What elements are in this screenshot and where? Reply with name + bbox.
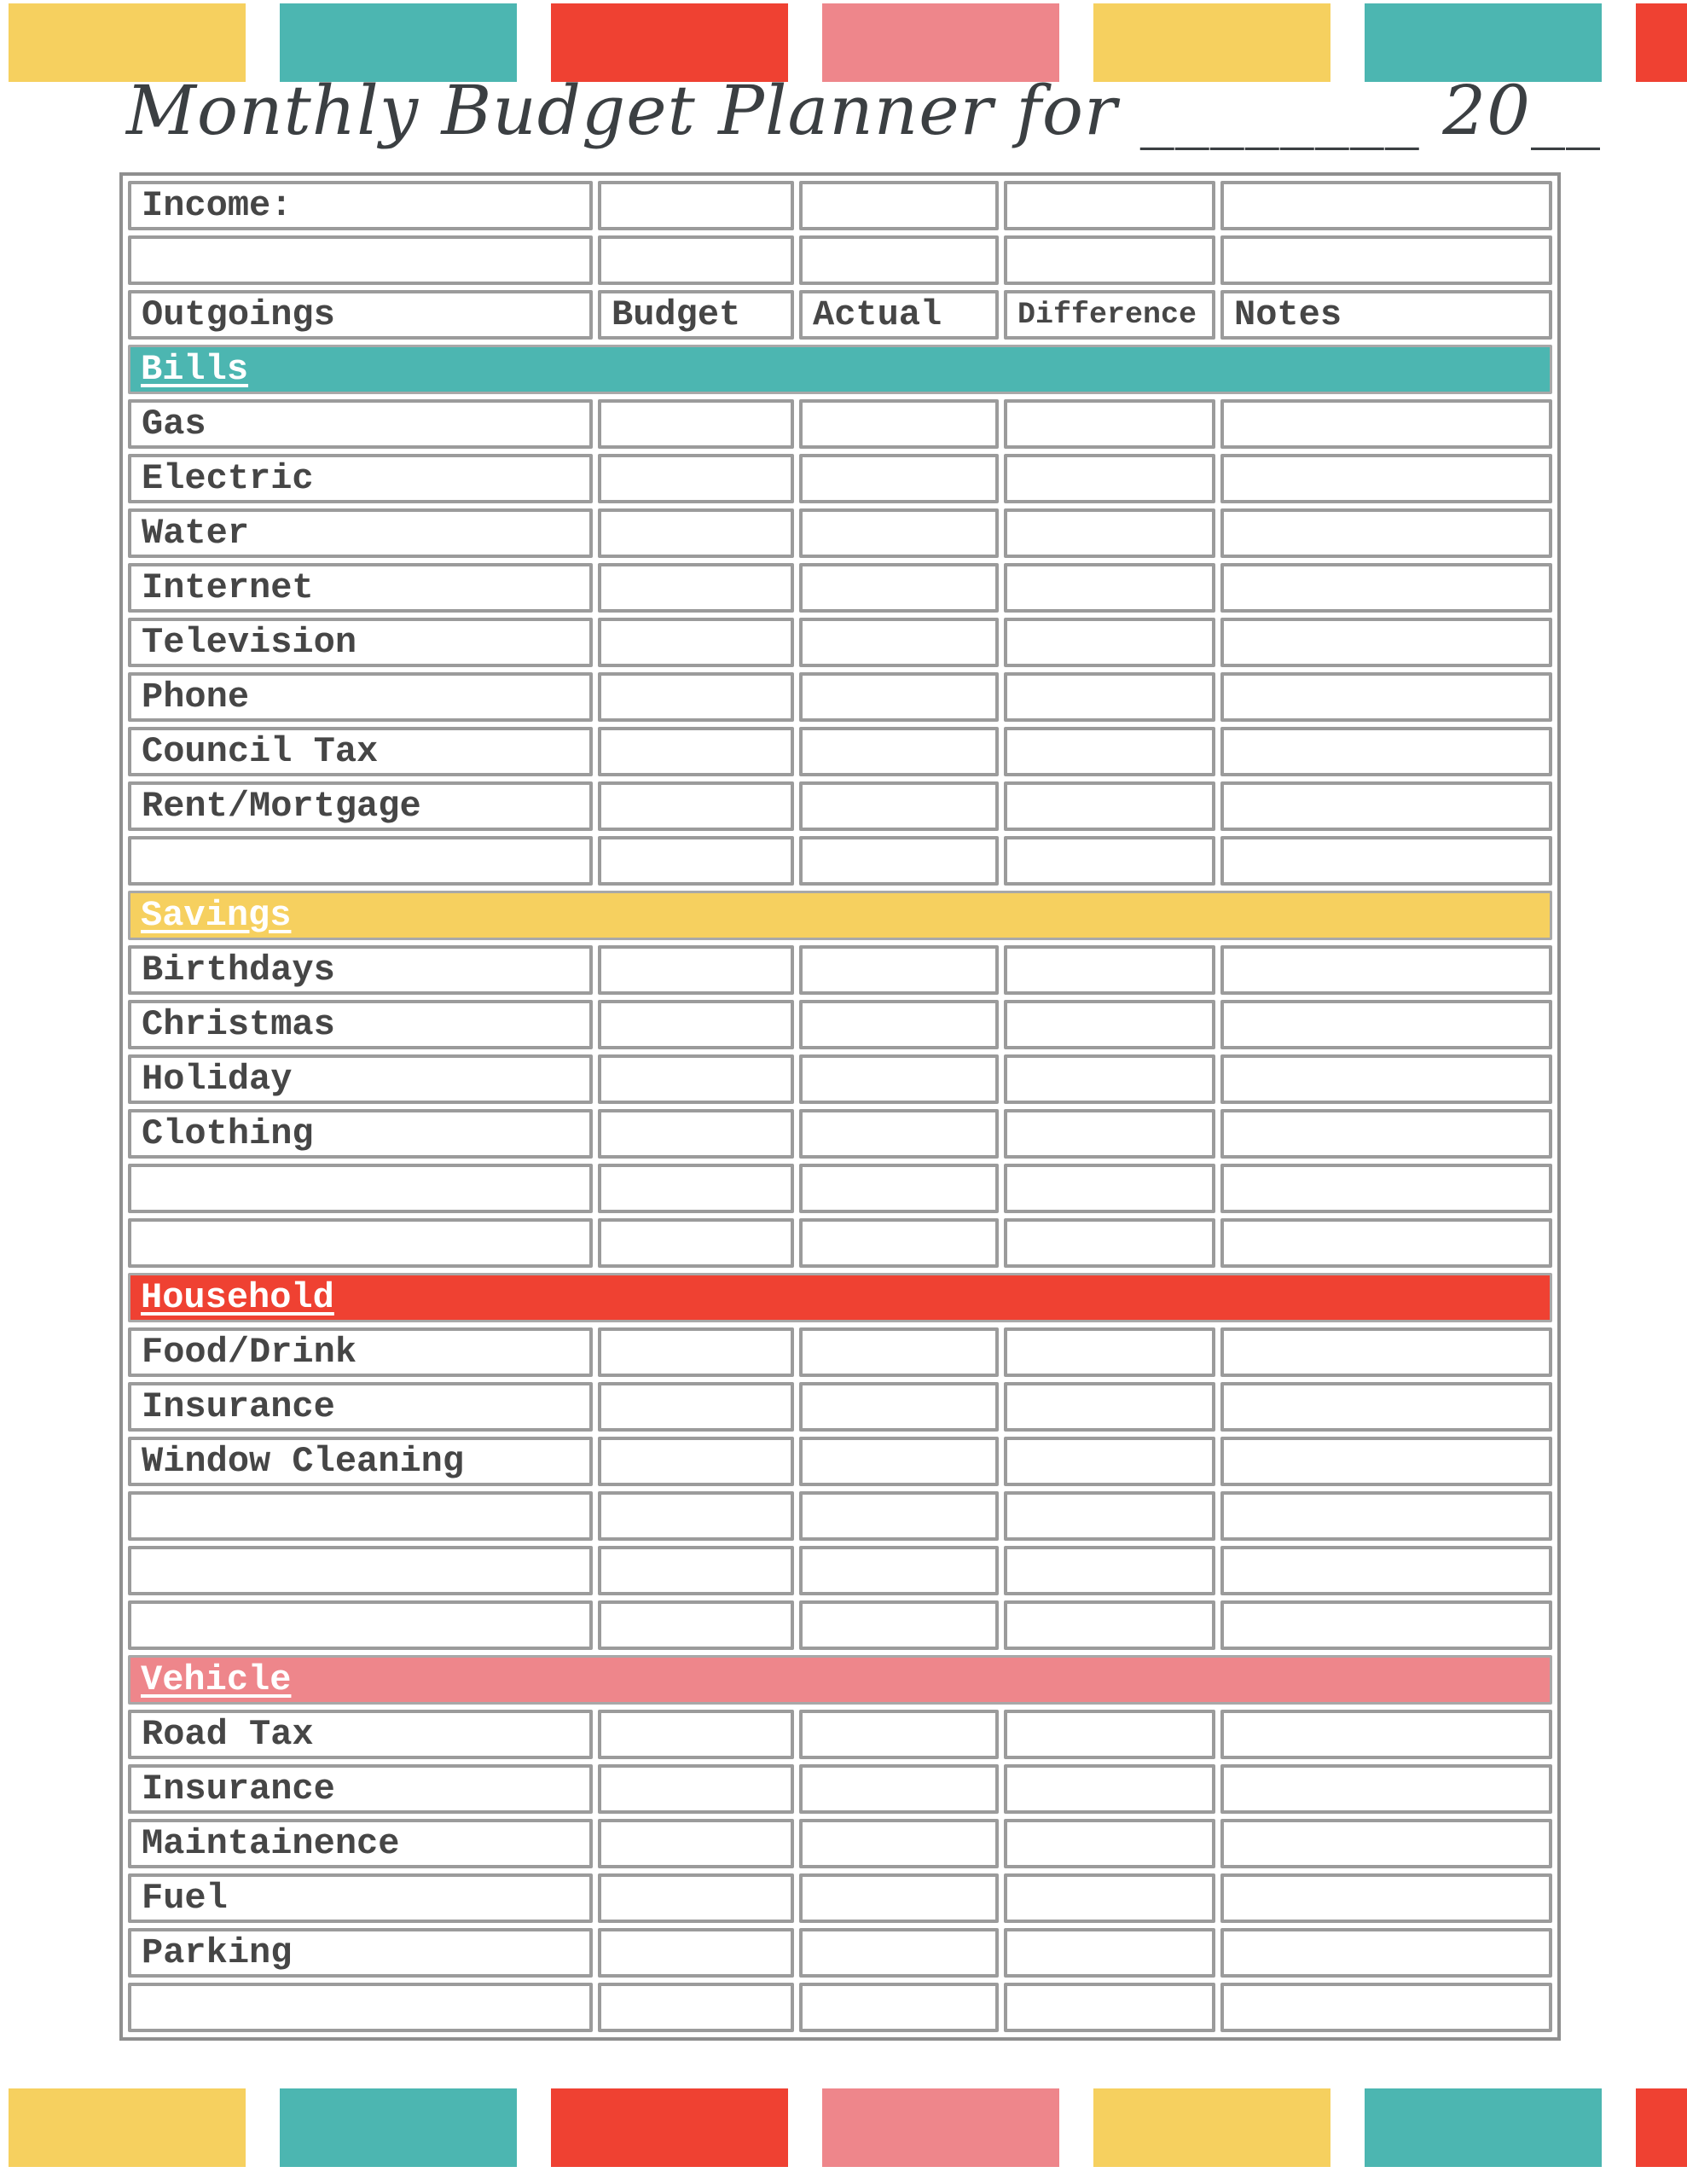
value-cell [1004,1491,1215,1541]
value-cell [1004,1164,1215,1213]
value-cell [598,399,794,449]
value-cell [128,1218,593,1268]
budget-table [119,172,1561,2041]
blank-row [128,1546,1552,1595]
value-cell [1004,1000,1215,1049]
row-label-cell: Parking [128,1928,593,1978]
value-cell [128,235,593,285]
value-cell [799,1983,999,2032]
value-cell [1004,508,1215,558]
row-label-cell: Clothing [128,1109,593,1159]
section-label-bills: Bills [128,345,1552,394]
row-label-cell: Phone [128,672,593,722]
value-cell [1220,727,1552,776]
blank-row [128,1218,1552,1268]
value-cell [128,1983,593,2032]
value-cell [1220,1218,1552,1268]
value-cell [598,618,794,667]
value-cell [128,1491,593,1541]
value-cell [1004,1873,1215,1923]
row-label-cell: Television [128,618,593,667]
row-label-cell: Rent/Mortgage [128,781,593,831]
row-label-cell: Road Tax [128,1710,593,1759]
value-cell [598,1600,794,1650]
value-cell [1004,1382,1215,1432]
value-cell [598,235,794,285]
item-row [128,399,1552,449]
item-row [128,1710,1552,1759]
value-cell [598,727,794,776]
value-cell [1220,508,1552,558]
item-row [128,454,1552,503]
item-row [128,945,1552,995]
value-cell [1220,1983,1552,2032]
item-row [128,508,1552,558]
value-cell [799,563,999,613]
column-header-notes: Notes [1220,290,1552,340]
item-row [128,618,1552,667]
income-label-cell: Income: [128,181,593,230]
value-cell [598,1983,794,2032]
blank-row [128,1164,1552,1213]
section-label-savings: Savings [128,891,1552,940]
section-bar-bills [128,345,1552,394]
yellow-border-block [1093,2088,1330,2167]
value-cell [1004,1437,1215,1486]
row-label-cell: Food/Drink [128,1327,593,1377]
value-cell [1004,836,1215,886]
blank-row [128,235,1552,285]
value-cell [799,1546,999,1595]
value-cell [1004,1054,1215,1104]
value-cell [799,1164,999,1213]
teal-border-block [280,2088,517,2167]
value-cell [1220,399,1552,449]
value-cell [1220,672,1552,722]
row-label-cell: Council Tax [128,727,593,776]
value-cell [1220,1710,1552,1759]
value-cell [1220,181,1552,230]
value-cell [598,1437,794,1486]
value-cell [598,1327,794,1377]
value-cell [799,836,999,886]
value-cell [598,1764,794,1814]
item-row [128,1000,1552,1049]
value-cell [799,1710,999,1759]
item-row [128,1327,1552,1377]
value-cell [598,1164,794,1213]
value-cell [1004,563,1215,613]
row-label-cell: Water [128,508,593,558]
row-label-cell: Fuel [128,1873,593,1923]
value-cell [598,1491,794,1541]
item-row [128,727,1552,776]
row-label-cell: Electric [128,454,593,503]
row-label-cell: Insurance [128,1764,593,1814]
section-label-vehicle: Vehicle [128,1655,1552,1705]
row-label-cell: Window Cleaning [128,1437,593,1486]
value-cell [799,1109,999,1159]
value-cell [799,781,999,831]
value-cell [1004,945,1215,995]
budget-table-body [128,181,1552,2032]
value-cell [1004,454,1215,503]
value-cell [1004,1600,1215,1650]
value-cell [598,1710,794,1759]
column-header-actual: Actual [799,290,999,340]
value-cell [799,1054,999,1104]
value-cell [799,1873,999,1923]
value-cell [1004,1546,1215,1595]
value-cell [598,1819,794,1868]
value-cell [128,1546,593,1595]
item-row [128,1873,1552,1923]
value-cell [598,836,794,886]
value-cell [799,1218,999,1268]
value-cell [1004,1109,1215,1159]
value-cell [799,399,999,449]
section-label-household: Household [128,1273,1552,1322]
value-cell [1220,836,1552,886]
red-border-block [1636,3,1687,82]
value-cell [799,454,999,503]
value-cell [598,1382,794,1432]
value-cell [1004,1928,1215,1978]
row-label-cell: Birthdays [128,945,593,995]
value-cell [598,1546,794,1595]
value-cell [1220,1600,1552,1650]
value-cell [598,781,794,831]
value-cell [799,1327,999,1377]
value-cell [799,1600,999,1650]
value-cell [799,1491,999,1541]
item-row [128,1437,1552,1486]
row-label-cell: Maintainence [128,1819,593,1868]
value-cell [598,1000,794,1049]
value-cell [1220,945,1552,995]
value-cell [1220,1764,1552,1814]
item-row [128,672,1552,722]
page-title: Monthly Budget Planner for ________ 20__ [126,71,1601,150]
value-cell [1004,399,1215,449]
value-cell [598,1873,794,1923]
value-cell [1220,1437,1552,1486]
blank-row [128,1983,1552,2032]
value-cell [799,181,999,230]
value-cell [598,508,794,558]
item-row [128,1054,1552,1104]
value-cell [1004,672,1215,722]
value-cell [128,1600,593,1650]
value-cell [1004,1764,1215,1814]
value-cell [1220,1164,1552,1213]
section-bar-vehicle [128,1655,1552,1705]
value-cell [598,1054,794,1104]
value-cell [598,563,794,613]
value-cell [799,618,999,667]
row-label-cell: Insurance [128,1382,593,1432]
item-row [128,1928,1552,1978]
value-cell [598,1109,794,1159]
column-header-row [128,290,1552,340]
item-row [128,781,1552,831]
value-cell [1004,1327,1215,1377]
value-cell [1004,1819,1215,1868]
pink-border-block [822,2088,1059,2167]
value-cell [1220,235,1552,285]
income-row [128,181,1552,230]
value-cell [128,836,593,886]
value-cell [1220,1928,1552,1978]
value-cell [598,945,794,995]
value-cell [1220,563,1552,613]
column-header-outgoings: Outgoings [128,290,593,340]
value-cell [1004,235,1215,285]
teal-border-block [1365,2088,1602,2167]
value-cell [799,945,999,995]
value-cell [598,1218,794,1268]
blank-row [128,836,1552,886]
value-cell [1220,1819,1552,1868]
blank-row [128,1600,1552,1650]
value-cell [799,508,999,558]
item-row [128,1819,1552,1868]
value-cell [598,454,794,503]
row-label-cell: Internet [128,563,593,613]
value-cell [1220,781,1552,831]
value-cell [1220,1382,1552,1432]
value-cell [1004,1218,1215,1268]
value-cell [1004,181,1215,230]
section-bar-household [128,1273,1552,1322]
value-cell [1220,1546,1552,1595]
value-cell [1004,727,1215,776]
value-cell [1220,1000,1552,1049]
value-cell [598,181,794,230]
row-label-cell: Holiday [128,1054,593,1104]
item-row [128,1109,1552,1159]
value-cell [799,1437,999,1486]
value-cell [1220,454,1552,503]
blank-row [128,1491,1552,1541]
value-cell [1220,1327,1552,1377]
value-cell [1004,1983,1215,2032]
value-cell [799,1764,999,1814]
value-cell [1220,1873,1552,1923]
value-cell [598,672,794,722]
red-border-block [551,2088,788,2167]
value-cell [1220,1491,1552,1541]
value-cell [128,1164,593,1213]
item-row [128,1382,1552,1432]
value-cell [799,672,999,722]
column-header-budget: Budget [598,290,794,340]
yellow-border-block [9,2088,246,2167]
value-cell [1004,781,1215,831]
value-cell [598,1928,794,1978]
value-cell [1220,618,1552,667]
red-border-block [1636,2088,1687,2167]
section-bar-savings [128,891,1552,940]
value-cell [799,727,999,776]
item-row [128,1764,1552,1814]
value-cell [1004,618,1215,667]
value-cell [1220,1054,1552,1104]
value-cell [799,1000,999,1049]
row-label-cell: Gas [128,399,593,449]
column-header-difference: Difference [1004,290,1215,340]
item-row [128,563,1552,613]
value-cell [799,235,999,285]
value-cell [1004,1710,1215,1759]
row-label-cell: Christmas [128,1000,593,1049]
value-cell [799,1928,999,1978]
value-cell [799,1382,999,1432]
value-cell [1220,1109,1552,1159]
value-cell [799,1819,999,1868]
